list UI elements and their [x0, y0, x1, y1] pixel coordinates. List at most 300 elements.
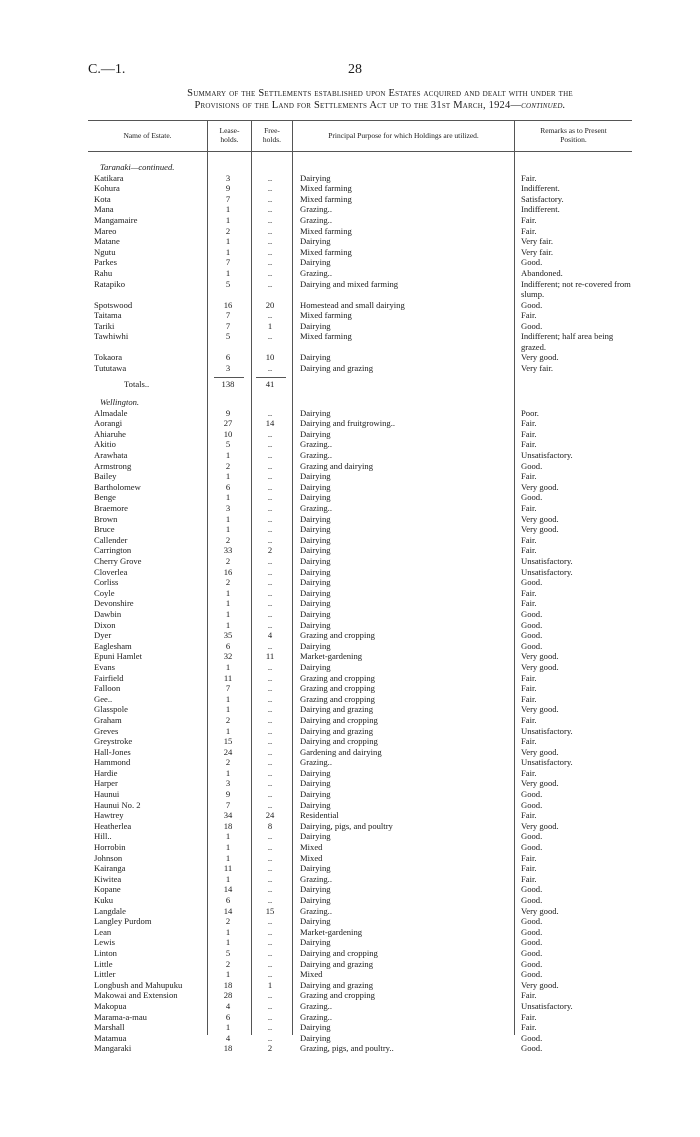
- table-row: [0, 651, 700, 662]
- table-row: [0, 757, 700, 768]
- remarks: Good.: [521, 619, 543, 630]
- table-row: [0, 567, 700, 578]
- freeholds-count: 15: [265, 905, 275, 916]
- leaseholds-count: 1: [225, 450, 231, 461]
- remarks: Very good.: [521, 352, 559, 363]
- remarks: Unsatisfactory.: [521, 556, 573, 566]
- principal-purpose: Dairying and cropping: [300, 947, 378, 958]
- freeholds-count: ..: [267, 1000, 273, 1011]
- remarks: Very good.: [521, 778, 559, 789]
- table-row: [0, 577, 700, 588]
- leaseholds-count: 1: [225, 471, 231, 482]
- remarks: Very fair.: [521, 362, 553, 373]
- freeholds-count: ..: [267, 439, 273, 450]
- freeholds-count: 8: [267, 820, 273, 831]
- table-row: [0, 831, 700, 842]
- document-reference: C.—1.: [88, 62, 126, 77]
- remarks: Fair.: [521, 545, 537, 556]
- principal-purpose: Dairying: [300, 236, 331, 247]
- freeholds-count: ..: [267, 278, 273, 289]
- leaseholds-count: 2: [225, 916, 231, 927]
- table-row: [0, 556, 700, 567]
- principal-purpose: Dairying: [300, 492, 331, 503]
- principal-purpose: Dairying: [300, 640, 331, 651]
- table-row: [0, 461, 700, 472]
- principal-purpose: Grazing..: [300, 905, 332, 916]
- freeholds-count: ..: [267, 683, 273, 694]
- estate-name: Lewis: [94, 937, 116, 948]
- remarks: Fair.: [521, 1022, 537, 1033]
- remarks: Poor.: [521, 407, 539, 418]
- leaseholds-count: 2: [225, 556, 231, 566]
- estate-name: Tariki: [94, 320, 115, 331]
- totals-rule-lease: [214, 377, 244, 378]
- leaseholds-count: 33: [223, 545, 233, 556]
- table-row: [0, 429, 700, 440]
- leaseholds-count: 1: [225, 831, 231, 842]
- remarks: Good.: [521, 320, 543, 331]
- leaseholds-count: 9: [225, 183, 231, 194]
- estate-name: Horrobin: [94, 842, 126, 853]
- table-row: [0, 226, 700, 237]
- estate-name: Kiwitea: [94, 873, 122, 884]
- remarks: Fair.: [521, 598, 537, 609]
- estate-name: Aorangi: [94, 418, 123, 429]
- principal-purpose: Grazing..: [300, 1000, 332, 1011]
- freeholds-count: ..: [267, 693, 273, 704]
- estate-name: Marama-a-mau: [94, 1011, 147, 1022]
- freeholds-count: ..: [267, 450, 273, 461]
- leaseholds-count: 4: [225, 1000, 231, 1011]
- freeholds-count: ..: [267, 852, 273, 863]
- estate-name: Eaglesham: [94, 640, 132, 651]
- principal-purpose: Dairying: [300, 320, 331, 331]
- estate-name: Tututawa: [94, 362, 127, 373]
- leaseholds-count: 1: [225, 1022, 231, 1033]
- freeholds-count: ..: [267, 1032, 273, 1043]
- remarks: Fair.: [521, 810, 537, 821]
- principal-purpose: Grazing..: [300, 757, 332, 768]
- table-row: [0, 545, 700, 556]
- leaseholds-count: 7: [225, 257, 231, 268]
- table-row: [0, 884, 700, 895]
- principal-purpose: Dairying: [300, 556, 331, 566]
- table-row: [0, 1022, 700, 1033]
- estate-name: Lean: [94, 926, 112, 937]
- freeholds-count: ..: [267, 1011, 273, 1022]
- principal-purpose: Dairying: [300, 619, 331, 630]
- leaseholds-count: 2: [225, 958, 231, 969]
- remarks: Very good.: [521, 979, 559, 990]
- table-row: [0, 268, 700, 279]
- table-row: [0, 535, 700, 546]
- freeholds-count: ..: [267, 799, 273, 810]
- table-row: [0, 310, 700, 321]
- table-row: [0, 969, 700, 980]
- leaseholds-count: 16: [223, 299, 233, 310]
- leaseholds-count: 11: [223, 863, 233, 874]
- estate-name: Kuku: [94, 895, 114, 905]
- freeholds-count: ..: [267, 362, 273, 373]
- principal-purpose: Dairying: [300, 831, 331, 842]
- remarks: Good.: [521, 947, 543, 958]
- freeholds-count: 20: [265, 299, 275, 310]
- leaseholds-count: 1: [225, 246, 231, 257]
- table-row: [0, 1033, 700, 1044]
- principal-purpose: Dairying and grazing: [300, 725, 374, 736]
- table-row: [0, 863, 700, 874]
- table-row: [0, 916, 700, 927]
- principal-purpose: Mixed farming: [300, 331, 352, 342]
- principal-purpose: Grazing..: [300, 1011, 332, 1022]
- leaseholds-count: 1: [225, 693, 231, 704]
- leaseholds-count: 3: [225, 362, 231, 373]
- freeholds-count: ..: [267, 566, 273, 577]
- leaseholds-count: 1: [225, 236, 231, 247]
- estate-name: Falloon: [94, 683, 121, 694]
- remarks: Fair.: [521, 873, 537, 884]
- principal-purpose: Homestead and small dairying: [300, 299, 405, 310]
- remarks: Unsatisfactory.: [521, 725, 573, 736]
- leaseholds-count: 18: [223, 1043, 233, 1054]
- freeholds-count: ..: [267, 407, 273, 418]
- leaseholds-count: 3: [225, 172, 231, 183]
- leaseholds-count: 2: [225, 757, 231, 768]
- table-row: [0, 321, 700, 332]
- totals-label: Totals..: [124, 378, 150, 389]
- principal-purpose: Grazing and cropping: [300, 672, 375, 683]
- table-row: [0, 609, 700, 620]
- remarks: Fair.: [521, 503, 537, 514]
- estate-name: Littler: [94, 969, 116, 980]
- estate-name: Johnson: [94, 852, 123, 863]
- estate-name: Ngutu: [94, 246, 116, 257]
- principal-purpose: Dairying: [300, 587, 331, 598]
- leaseholds-count: 5: [225, 947, 231, 958]
- table-row: [0, 620, 700, 631]
- freeholds-count: ..: [267, 619, 273, 630]
- remarks: Very good.: [521, 524, 559, 535]
- freeholds-count: ..: [267, 863, 273, 874]
- leaseholds-count: 28: [223, 990, 233, 1001]
- principal-purpose: Dairying: [300, 566, 331, 577]
- remarks: Abandoned.: [521, 267, 563, 278]
- remarks: Unsatisfactory.: [521, 450, 573, 461]
- freeholds-count: 14: [265, 418, 275, 429]
- table-row: [0, 800, 700, 811]
- section-heading: [0, 162, 700, 173]
- estate-name: Corliss: [94, 577, 119, 588]
- remarks: Indifferent.: [521, 204, 560, 215]
- remarks: Very fair.: [521, 236, 553, 247]
- freeholds-count: ..: [267, 767, 273, 778]
- freeholds-count: ..: [267, 513, 273, 524]
- remarks: Fair.: [521, 693, 537, 704]
- header-name: Name of Estate.: [123, 131, 172, 140]
- leaseholds-count: 32: [223, 651, 233, 662]
- remarks: Fair.: [521, 863, 537, 874]
- table-row: [0, 810, 700, 821]
- estate-name: Glasspole: [94, 704, 128, 715]
- table-row: [0, 204, 700, 215]
- estate-name: Mangaraki: [94, 1043, 132, 1054]
- leaseholds-count: 2: [225, 577, 231, 588]
- section-title: Taranaki—continued.: [100, 162, 175, 172]
- estate-name: Mana: [94, 204, 114, 215]
- principal-purpose: Mixed: [300, 842, 323, 853]
- remarks: Good.: [521, 640, 543, 651]
- estate-name: Bailey: [94, 471, 117, 482]
- estate-name: Langdale: [94, 905, 126, 916]
- leaseholds-count: 1: [225, 842, 231, 853]
- leaseholds-count: 2: [225, 534, 231, 545]
- remarks: Good.: [521, 1043, 543, 1054]
- estate-name: Epuni Hamlet: [94, 651, 142, 662]
- table-row: [0, 874, 700, 885]
- estate-name: Gee..: [94, 693, 113, 704]
- leaseholds-count: 6: [225, 481, 231, 492]
- leaseholds-count: 6: [225, 1011, 231, 1022]
- leaseholds-count: 14: [223, 884, 233, 895]
- table-row: [0, 215, 700, 226]
- section-title: Wellington.: [100, 397, 140, 408]
- spacer-row: [0, 389, 700, 397]
- remarks: Very good.: [521, 661, 559, 672]
- freeholds-count: ..: [267, 895, 273, 905]
- table-row: [0, 694, 700, 705]
- remarks: Satisfactory.: [521, 193, 564, 204]
- remarks: Fair.: [521, 225, 537, 236]
- freeholds-count: 11: [265, 651, 275, 662]
- remarks: Good.: [521, 842, 543, 853]
- freeholds-count: ..: [267, 481, 273, 492]
- leaseholds-count: 11: [223, 672, 233, 683]
- table-row: [0, 853, 700, 864]
- freeholds-count: ..: [267, 257, 273, 268]
- estate-name: Heatherlea: [94, 820, 132, 831]
- table-row: [0, 418, 700, 429]
- remarks: Fair.: [521, 418, 537, 429]
- remarks: Very good.: [521, 704, 559, 715]
- leaseholds-count: 1: [225, 873, 231, 884]
- freeholds-count: ..: [267, 704, 273, 715]
- leaseholds-count: 1: [225, 926, 231, 937]
- remarks: Fair.: [521, 767, 537, 778]
- table-row: [0, 439, 700, 450]
- remarks: Fair.: [521, 534, 537, 545]
- title-line-2-text: Provisions of the Land for Settlements Act up to the 31st March, 1924—: [194, 100, 522, 111]
- table-row: [0, 1012, 700, 1023]
- estate-name: Matamua: [94, 1032, 127, 1043]
- leaseholds-count: 18: [223, 979, 233, 990]
- freeholds-count: ..: [267, 193, 273, 204]
- estate-name: Dixon: [94, 619, 116, 630]
- principal-purpose: Grazing, pigs, and poultry..: [300, 1043, 394, 1054]
- estate-name: Fairfield: [94, 672, 124, 683]
- estate-name: Carrington: [94, 545, 132, 556]
- estate-name: Almadale: [94, 407, 128, 418]
- header-leaseholds: Lease- holds.: [219, 126, 240, 144]
- table-row: [0, 959, 700, 970]
- principal-purpose: Dairying: [300, 661, 331, 672]
- remarks: Good.: [521, 608, 543, 619]
- principal-purpose: Grazing and cropping: [300, 693, 375, 704]
- freeholds-count: 10: [265, 352, 275, 363]
- principal-purpose: Grazing and cropping: [300, 630, 375, 641]
- remarks: Very good.: [521, 746, 559, 757]
- principal-purpose: Mixed: [300, 969, 323, 980]
- principal-purpose: Dairying: [300, 524, 331, 535]
- freeholds-count: ..: [267, 789, 273, 800]
- freeholds-count: ..: [267, 916, 273, 927]
- estate-name: Taitama: [94, 310, 122, 321]
- table-row: [0, 683, 700, 694]
- remarks: Good.: [521, 958, 543, 969]
- estate-name: Marshall: [94, 1022, 125, 1033]
- leaseholds-count: 9: [225, 789, 231, 800]
- principal-purpose: Dairying: [300, 598, 331, 609]
- principal-purpose: Dairying: [300, 863, 331, 874]
- table-row: [0, 257, 700, 268]
- freeholds-count: ..: [267, 267, 273, 278]
- totals-row: [0, 379, 700, 390]
- principal-purpose: Dairying: [300, 937, 331, 948]
- table-row: [0, 937, 700, 948]
- table-row: [0, 630, 700, 641]
- freeholds-count: ..: [267, 661, 273, 672]
- leaseholds-count: 1: [225, 608, 231, 619]
- estate-name: Bartholomew: [94, 481, 141, 492]
- section-heading: [0, 397, 700, 408]
- freeholds-count: ..: [267, 503, 273, 514]
- table-row: [0, 331, 700, 352]
- table-row: [0, 641, 700, 652]
- table-row: [0, 980, 700, 991]
- freeholds-count: 24: [265, 810, 275, 821]
- remarks: Good.: [521, 926, 543, 937]
- leaseholds-count: 6: [225, 352, 231, 363]
- header-purpose: Principal Purpose for which Holdings are utilized.: [328, 131, 479, 140]
- remarks: Good.: [521, 789, 543, 800]
- leaseholds-count: 7: [225, 683, 231, 694]
- principal-purpose: Dairying and cropping: [300, 714, 378, 725]
- table-row: [0, 662, 700, 673]
- table-row: [0, 1001, 700, 1012]
- estate-name: Akitio: [94, 439, 116, 450]
- table-row: [0, 183, 700, 194]
- freeholds-count: ..: [267, 534, 273, 545]
- remarks: Good.: [521, 799, 543, 810]
- table-row: [0, 352, 700, 363]
- remarks: Good.: [521, 257, 543, 268]
- freeholds-count: ..: [267, 714, 273, 725]
- principal-purpose: Mixed farming: [300, 193, 352, 204]
- table-row: [0, 948, 700, 959]
- principal-purpose: Grazing..: [300, 503, 332, 514]
- estate-name: Matane: [94, 236, 120, 247]
- remarks: Good.: [521, 630, 543, 641]
- table-row: [0, 247, 700, 258]
- estate-name: Ahiaruhe: [94, 428, 126, 439]
- freeholds-count: ..: [267, 757, 273, 768]
- table-row: [0, 715, 700, 726]
- leaseholds-count: 1: [225, 704, 231, 715]
- freeholds-count: ..: [267, 969, 273, 980]
- remarks: Unsatisfactory.: [521, 757, 573, 768]
- principal-purpose: Dairying and grazing: [300, 958, 374, 969]
- estate-name: Callender: [94, 534, 128, 545]
- title-continued: continued.: [521, 100, 566, 111]
- principal-purpose: Market-gardening: [300, 651, 363, 662]
- principal-purpose: Dairying: [300, 895, 331, 905]
- freeholds-count: ..: [267, 746, 273, 757]
- table-row: [0, 895, 700, 906]
- leaseholds-count: 18: [223, 820, 233, 831]
- remarks: Good.: [521, 299, 543, 310]
- freeholds-count: ..: [267, 926, 273, 937]
- table-row: [0, 408, 700, 419]
- principal-purpose: Dairying and fruitgrowing..: [300, 418, 395, 429]
- principal-purpose: Dairying: [300, 799, 331, 810]
- estate-name: Haunui No. 2: [94, 799, 141, 810]
- freeholds-count: ..: [267, 460, 273, 471]
- remarks: Good.: [521, 895, 543, 905]
- freeholds-count: ..: [267, 842, 273, 853]
- principal-purpose: Dairying: [300, 172, 331, 183]
- estate-name: Evans: [94, 661, 116, 672]
- remarks: Fair.: [521, 990, 537, 1001]
- principal-purpose: Dairying: [300, 767, 331, 778]
- totals-freeholds: 41: [265, 378, 275, 389]
- freeholds-count: ..: [267, 873, 273, 884]
- remarks: Fair.: [521, 214, 537, 225]
- table-row: [0, 778, 700, 789]
- principal-purpose: Market-gardening: [300, 926, 363, 937]
- principal-purpose: Mixed: [300, 852, 323, 863]
- estate-name: Bruce: [94, 524, 115, 535]
- leaseholds-count: 2: [225, 460, 231, 471]
- principal-purpose: Grazing..: [300, 267, 332, 278]
- remarks: Indifferent.: [521, 183, 560, 194]
- estate-name: Arawhata: [94, 450, 128, 461]
- freeholds-count: ..: [267, 598, 273, 609]
- table-row: [0, 482, 700, 493]
- estate-name: Dyer: [94, 630, 112, 641]
- remarks: Fair.: [521, 439, 537, 450]
- remarks: Very fair.: [521, 246, 553, 257]
- freeholds-count: ..: [267, 947, 273, 958]
- leaseholds-count: 10: [223, 428, 233, 439]
- estate-name: Rahu: [94, 267, 113, 278]
- remarks: Fair.: [521, 852, 537, 863]
- freeholds-count: ..: [267, 556, 273, 566]
- table-row: [0, 471, 700, 482]
- table-row: [0, 789, 700, 800]
- principal-purpose: Dairying and grazing: [300, 704, 374, 715]
- freeholds-count: ..: [267, 524, 273, 535]
- leaseholds-count: 1: [225, 587, 231, 598]
- freeholds-count: ..: [267, 640, 273, 651]
- remarks: Fair.: [521, 736, 537, 747]
- estate-name: Ratapiko: [94, 278, 126, 289]
- remarks: Fair.: [521, 1011, 537, 1022]
- estate-name: Mangamaire: [94, 214, 138, 225]
- principal-purpose: Dairying: [300, 789, 331, 800]
- estate-name: Little: [94, 958, 113, 969]
- remarks: Very good.: [521, 905, 559, 916]
- leaseholds-count: 2: [225, 714, 231, 725]
- table-row: [0, 1043, 700, 1054]
